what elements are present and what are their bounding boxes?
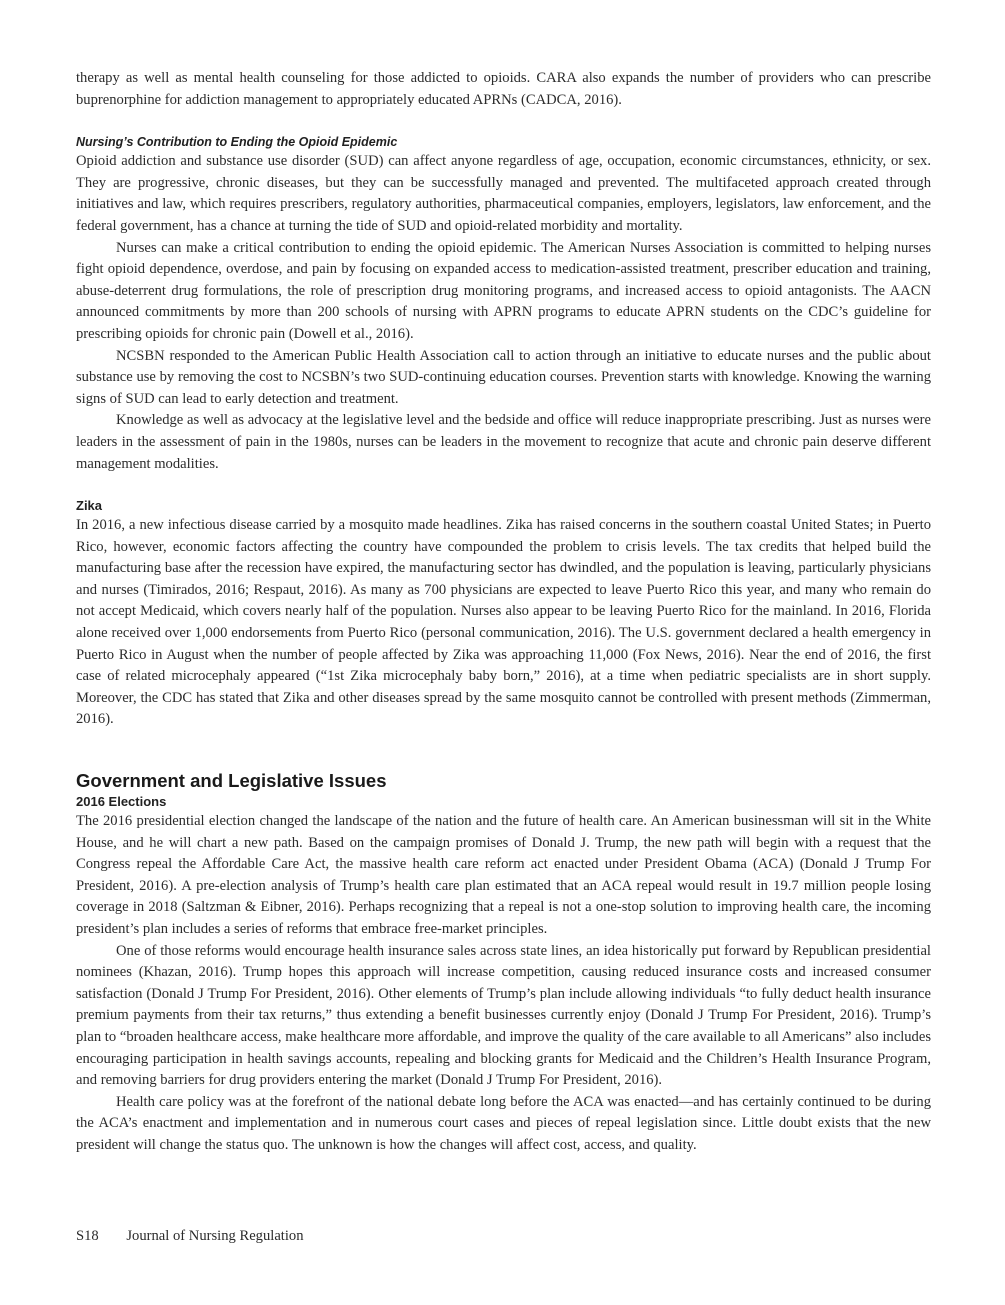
nursing-paragraph-1: Opioid addiction and substance use disorder (SUD) can affect anyone regardless of age, occupation, economic circumstances, ethnicity, or sex. They are progressive, chronic diseases, but they can be successfully managed and prevented. The multifaceted approach created through initiatives and law, which requires prescribers, regulatory authorities, pharmaceutical companies, employers, legislators, law enforcement, and the federal government, has a chance at turning the tide of SUD and opioid-related morbidity and mortality. xyxy=(76,153,931,234)
nursing-paragraph-2: Nurses can make a critical contribution to ending the opioid epidemic. The American Nurses Association is committed to helping nurses fight opioid dependence, overdose, and pain by focusing on expanded access to medication-assisted treatment, prescriber education and training, abuse-deterrent drug formulations, the role of prescription drug monitoring programs, and increased access to opioid antagonists. The AACN announced commitments by more than 200 schools of nursing with APRN programs to educate APRN students on the CDC’s guideline for prescribing opioids for chronic pain (Dowell et al., 2016). xyxy=(76,239,931,342)
nursing-paragraph-3: NCSBN responded to the American Public Health Association call to action through an initiative to educate nurses and the public about substance use by removing the cost to NCSBN’s two SUD-continuing education courses. Prevention starts with knowledge. Knowing the warning signs of SUD can lead to early detection and treatment. xyxy=(76,347,931,407)
government-paragraph-3: Health care policy was at the forefront of the national debate long before the ACA was enacted—and has certainly continued to be during the ACA’s enactment and implementation and in numerous court cases and pieces of repeal legislation since. Little doubt exists that the new president will change the status quo. The unknown is how the changes will affect cost, access, and quality. xyxy=(76,1093,931,1153)
zika-paragraph: In 2016, a new infectious disease carried by a mosquito made headlines. Zika has raised concerns in the southern coastal United States; in Puerto Rico, however, economic factors affecting the country have compounded the problem to crisis levels. The tax credits that helped build the manufacturing base after the recession have expired, the manufacturing sector has dwindled, and the population is leaving, particularly physicians and nurses (Timirados, 2016; Respaut, 2016). As many as 700 physicians are expected to leave Puerto Rico this year, and many who remain do not accept Medicaid, which covers nearly half of the population. Nurses also appear to be leaving Puerto Rico for the mainland. In 2016, Florida alone received over 1,000 endorsements from Puerto Rico (personal communication, 2016). The U.S. government declared a health emergency in Puerto Rico in August when the number of people affected by Zika was approaching 11,000 (Fox News, 2016). Near the end of 2016, the first case of related microcephaly appeared (“1st Zika microcephaly baby born,” 2016), at a time when pediatric specialists are in short supply. Moreover, the CDC has stated that Zika and other diseases spread by the same mosquito cannot be controlled with present methods (Zimmerman, 2016). xyxy=(76,517,931,728)
nursing-paragraph-4: Knowledge as well as advocacy at the legislative level and the bedside and office will reduce inappropriate prescribing. Just as nurses were leaders in the assessment of pain in the 1980s, nurses can be leaders in the movement to recognize that acute and chronic pain deserve different management modalities. xyxy=(76,412,931,472)
government-paragraph-2: One of those reforms would encourage health insurance sales across state lines, an idea historically put forward by Republican presidential nominees (Khazan, 2016). Trump hopes this approach will increase competition, causing reduced insurance costs and increased consumer satisfaction (Donald J Trump For President, 2016). Other elements of Trump’s plan include allowing individuals “to fully deduct health insurance premium payments from their tax returns,” thus extending a benefit businesses currently enjoy (Donald J Trump For President, 2016). Trump’s plan to “broaden healthcare access, make healthcare more affordable, and improve the quality of the care available to all Americans” also includes encouraging participation in health savings accounts, repealing and blocking grants for Medicaid and the Children’s Health Insurance Program, and removing barriers for drug providers entering the market (Donald J Trump For President, 2016). xyxy=(76,942,931,1089)
zika-section-heading: Zika xyxy=(76,498,103,514)
journal-title: Journal of Nursing Regulation xyxy=(126,1228,304,1244)
page-footer xyxy=(76,1228,304,1245)
government-section-heading: Government and Legislative Issues xyxy=(76,770,387,792)
page-number: S18 xyxy=(76,1228,99,1244)
elections-subheading: 2016 Elections xyxy=(76,794,167,810)
nursing-section-heading: Nursing’s Contribution to Ending the Opioid Epidemic xyxy=(76,135,398,150)
government-paragraph-1: The 2016 presidential election changed the landscape of the nation and the future of health care. An American businessman will sit in the White House, and he will chart a new path. Based on the campaign promises of Donald J. Trump, the new path will begin with a request that the Congress repeal the Affordable Care Act, the massive health care reform act enacted under President Obama (ACA) (Donald J Trump For President, 2016). A pre-election analysis of Trump’s health care plan estimated that an ACA repeal would result in 19.7 million people losing coverage in 2018 (Saltzman & Eibner, 2016). Perhaps recognizing that a repeal is not a one-stop solution to improving health care, the incoming president’s plan includes a series of reforms that embrace free-market principles. xyxy=(76,813,931,937)
intro-paragraph: therapy as well as mental health counseling for those addicted to opioids. CARA also expands the number of providers who can prescribe buprenorphine for addiction management to appropriately educated APRNs (CADCA, 2016). xyxy=(76,70,931,108)
article-body xyxy=(76,68,931,1157)
